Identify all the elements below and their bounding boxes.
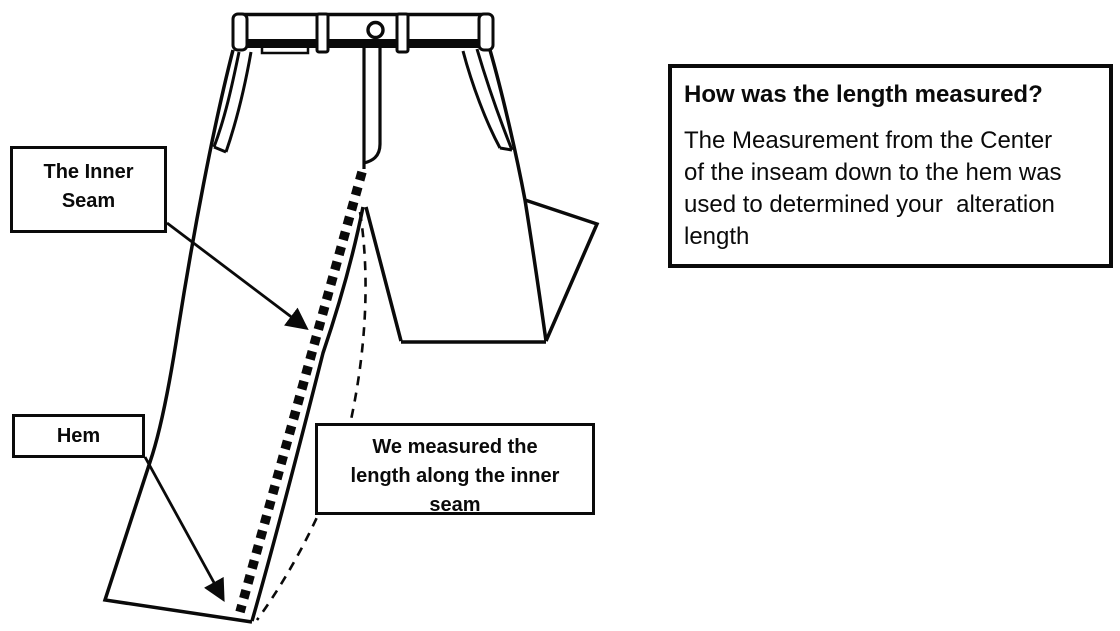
waistband-right-cap	[479, 14, 493, 50]
info-box-body-line: used to determined your alteration	[684, 191, 1055, 218]
waistband	[233, 14, 493, 52]
info-box-body-line: length	[684, 223, 750, 250]
callout-inner-seam-label: The Inner	[43, 161, 134, 183]
callout-inner-seam-label: Seam	[61, 190, 116, 212]
callout-measured-label: seam	[429, 494, 481, 516]
right-leg-inner-seam-edge	[366, 207, 401, 341]
callout-measured-label: length along the inner	[350, 465, 560, 487]
right-leg-outline	[490, 50, 546, 341]
callout-inner-seam	[10, 146, 167, 233]
belt-loop-left	[317, 14, 328, 52]
arrow-hem	[145, 457, 223, 599]
waist-button	[368, 23, 383, 38]
inner-seam-dotted-measure-line	[240, 172, 362, 612]
callout-measured	[315, 423, 595, 515]
info-box-body	[684, 125, 1097, 253]
left-leg-inner-seam-edge	[252, 207, 363, 621]
hidden-inseam-dashed-line	[257, 212, 366, 620]
belt-loop-right	[397, 14, 408, 52]
info-box-title: How was the length measured?	[684, 81, 1043, 108]
info-box	[668, 64, 1113, 268]
waistband-left-cap	[233, 14, 247, 50]
callout-hem	[12, 414, 145, 458]
info-box-body-line: The Measurement from the Center	[684, 127, 1053, 154]
info-box-body-line: of the inseam down to the hem was	[684, 159, 1062, 186]
waistband-bar	[247, 39, 479, 48]
callout-hem-label: Hem	[56, 424, 101, 447]
callout-measured-label: We measured the	[372, 436, 538, 458]
fly-right-line	[364, 47, 380, 163]
